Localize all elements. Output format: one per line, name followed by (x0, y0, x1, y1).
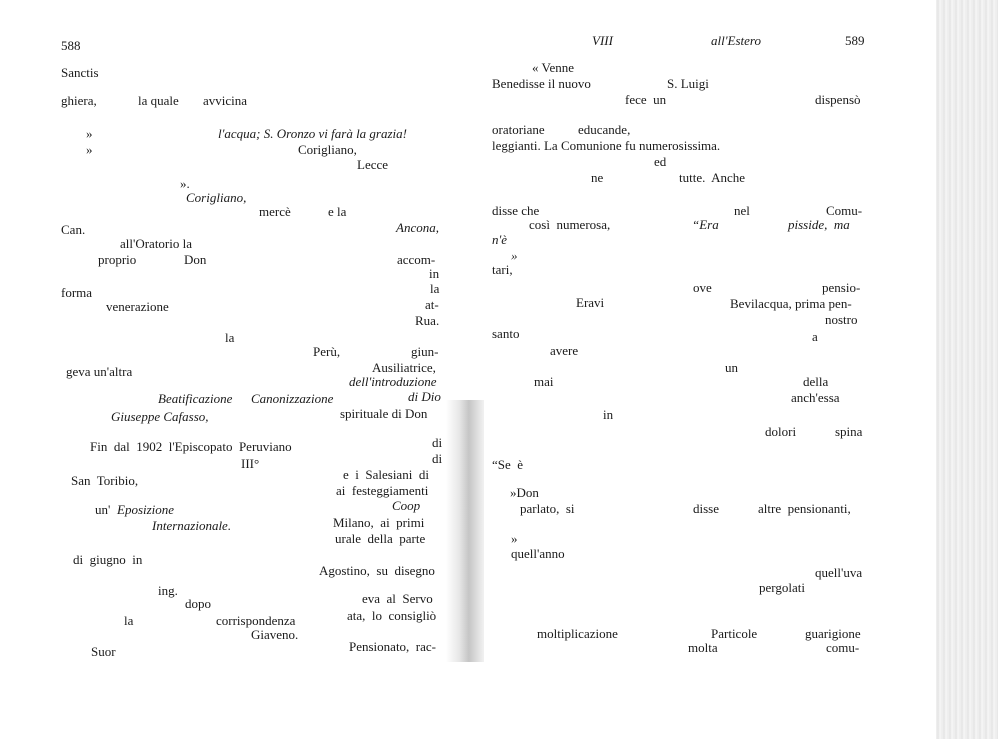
text-line: Corigliano, (298, 142, 357, 157)
text-line: proprio (98, 252, 137, 267)
text-line: della (803, 374, 829, 389)
text-line: e la (328, 204, 347, 219)
running-header-chapter: VIII (592, 33, 613, 48)
text-line: Rua. (415, 313, 440, 328)
text-line: » (511, 248, 518, 263)
text-line: Pensionato, rac- (349, 639, 437, 654)
text-line: Can. (61, 222, 86, 237)
text-line: eva al Servo (362, 591, 433, 606)
page-number-right: 589 (845, 33, 865, 48)
text-line: un' (95, 502, 111, 517)
text-line: comu- (826, 640, 860, 655)
text-line: Ancona, (396, 220, 439, 235)
text-line: santo (492, 326, 520, 341)
text-line: Corigliano, (186, 190, 247, 205)
text-line: Ausiliatrice, (372, 360, 436, 375)
text-line: la (225, 330, 235, 345)
text-line: quell'anno (511, 546, 565, 561)
text-line: e i Salesiani di (343, 467, 429, 482)
text-line: oratoriane (492, 122, 545, 137)
text-line: pergolati (759, 580, 805, 595)
text-line: Lecce (357, 157, 389, 172)
text-line: ed (654, 154, 667, 169)
text-line: III° (241, 456, 260, 471)
text-line: dell'introduzione (349, 374, 437, 389)
page-gutter-shadow (446, 400, 484, 662)
text-line: molta (688, 640, 718, 655)
text-line: disse che (492, 203, 540, 218)
text-line: Giaveno. (251, 627, 299, 642)
text-line: mai (534, 374, 554, 389)
text-line: dolori (765, 424, 797, 439)
text-line: avvicina (203, 93, 248, 108)
text-line: a (812, 329, 818, 344)
text-line: ove (693, 280, 712, 295)
text-line: geva un'altra (66, 364, 133, 379)
text-line: Eposizione (117, 502, 175, 517)
text-line: “Se è (492, 457, 524, 472)
text-line: un (725, 360, 738, 375)
text-line: la (124, 613, 134, 628)
text-line: « Venne (532, 60, 575, 75)
text-line: San Toribio, (71, 473, 139, 488)
text-line: » (86, 142, 93, 157)
text-line: forma (61, 285, 93, 300)
text-line: Perù, (313, 344, 341, 359)
text-line: disse (693, 501, 719, 516)
text-line: “Era (692, 217, 719, 232)
text-line: Agostino, su disegno (319, 563, 435, 578)
page-edge-stack (936, 0, 998, 739)
text-line: all'Oratorio la (120, 236, 193, 251)
text-line: venerazione (106, 299, 169, 314)
text-line: di Dio (408, 389, 441, 404)
text-line: parlato, si (520, 501, 575, 516)
text-line: » (511, 531, 518, 546)
text-line: mercè (259, 204, 291, 219)
text-line: »Don (510, 485, 539, 500)
text-line: nel (734, 203, 750, 218)
text-line: ai festeggiamenti (336, 483, 429, 498)
text-line: quell'uva (815, 565, 863, 580)
text-line: dopo (185, 596, 211, 611)
text-line: Eravi (576, 295, 605, 310)
text-line: dispensò (815, 92, 861, 107)
text-line: educande, (578, 122, 631, 137)
text-line: pisside, ma (788, 217, 850, 232)
text-line: spirituale di Don (340, 406, 428, 421)
text-line: Fin dal 1902 l'Episcopato Peruviano (90, 439, 292, 454)
text-line: così numerosa, (529, 217, 611, 232)
text-line: nostro (825, 312, 858, 327)
text-line: ing. (158, 583, 178, 598)
text-line: di giugno in (73, 552, 143, 567)
text-line: Internazionale. (152, 518, 232, 533)
text-line: Comu- (826, 203, 863, 218)
text-line: n'è (492, 232, 508, 247)
text-line: Coop (392, 498, 421, 513)
text-line: anch'essa (791, 390, 840, 405)
text-line: Giuseppe Cafasso, (111, 409, 209, 424)
page-number-left: 588 (61, 38, 81, 53)
text-line: moltiplicazione (537, 626, 618, 641)
text-line: avere (550, 343, 579, 358)
text-line: Particole (711, 626, 758, 641)
text-line: fece un (625, 92, 667, 107)
text-line: Bevilacqua, prima pen- (730, 296, 852, 311)
text-line: di (432, 435, 443, 450)
text-line: altre pensionanti, (758, 501, 851, 516)
text-line: Milano, ai primi (333, 515, 425, 530)
text-line: Benedisse il nuovo (492, 76, 591, 91)
text-line: Don (184, 252, 207, 267)
text-line: spina (835, 424, 863, 439)
text-line: accom- (397, 252, 436, 267)
text-line: ne (591, 170, 604, 185)
text-line: S. Luigi (667, 76, 709, 91)
text-line: di (432, 451, 443, 466)
text-line: l'acqua; S. Oronzo vi farà la grazia! (218, 126, 407, 141)
text-line: corrispondenza (216, 613, 296, 628)
text-line: leggianti. La Comunione fu numerosissima. (492, 138, 721, 153)
text-line: Canonizzazione (251, 391, 334, 406)
text-line: in (603, 407, 614, 422)
text-line: at- (425, 297, 439, 312)
text-line: tari, (492, 262, 513, 277)
text-line: Suor (91, 644, 116, 659)
text-line: pensio- (822, 280, 861, 295)
text-line: Beatificazione (158, 391, 233, 406)
text-line: Sanctis (61, 65, 99, 80)
text-line: giun- (411, 344, 439, 359)
text-line: la quale (138, 93, 179, 108)
text-line: ata, lo consigliò (347, 608, 437, 623)
text-line: ». (180, 176, 190, 191)
text-line: guarigione (805, 626, 861, 641)
text-line: tutte. Anche (679, 170, 746, 185)
text-line: urale della parte (335, 531, 426, 546)
text-line: » (86, 126, 93, 141)
text-line: in (429, 266, 440, 281)
text-line: ghiera, (61, 93, 97, 108)
running-header-title: all'Estero (711, 33, 761, 48)
text-line: la (430, 281, 440, 296)
